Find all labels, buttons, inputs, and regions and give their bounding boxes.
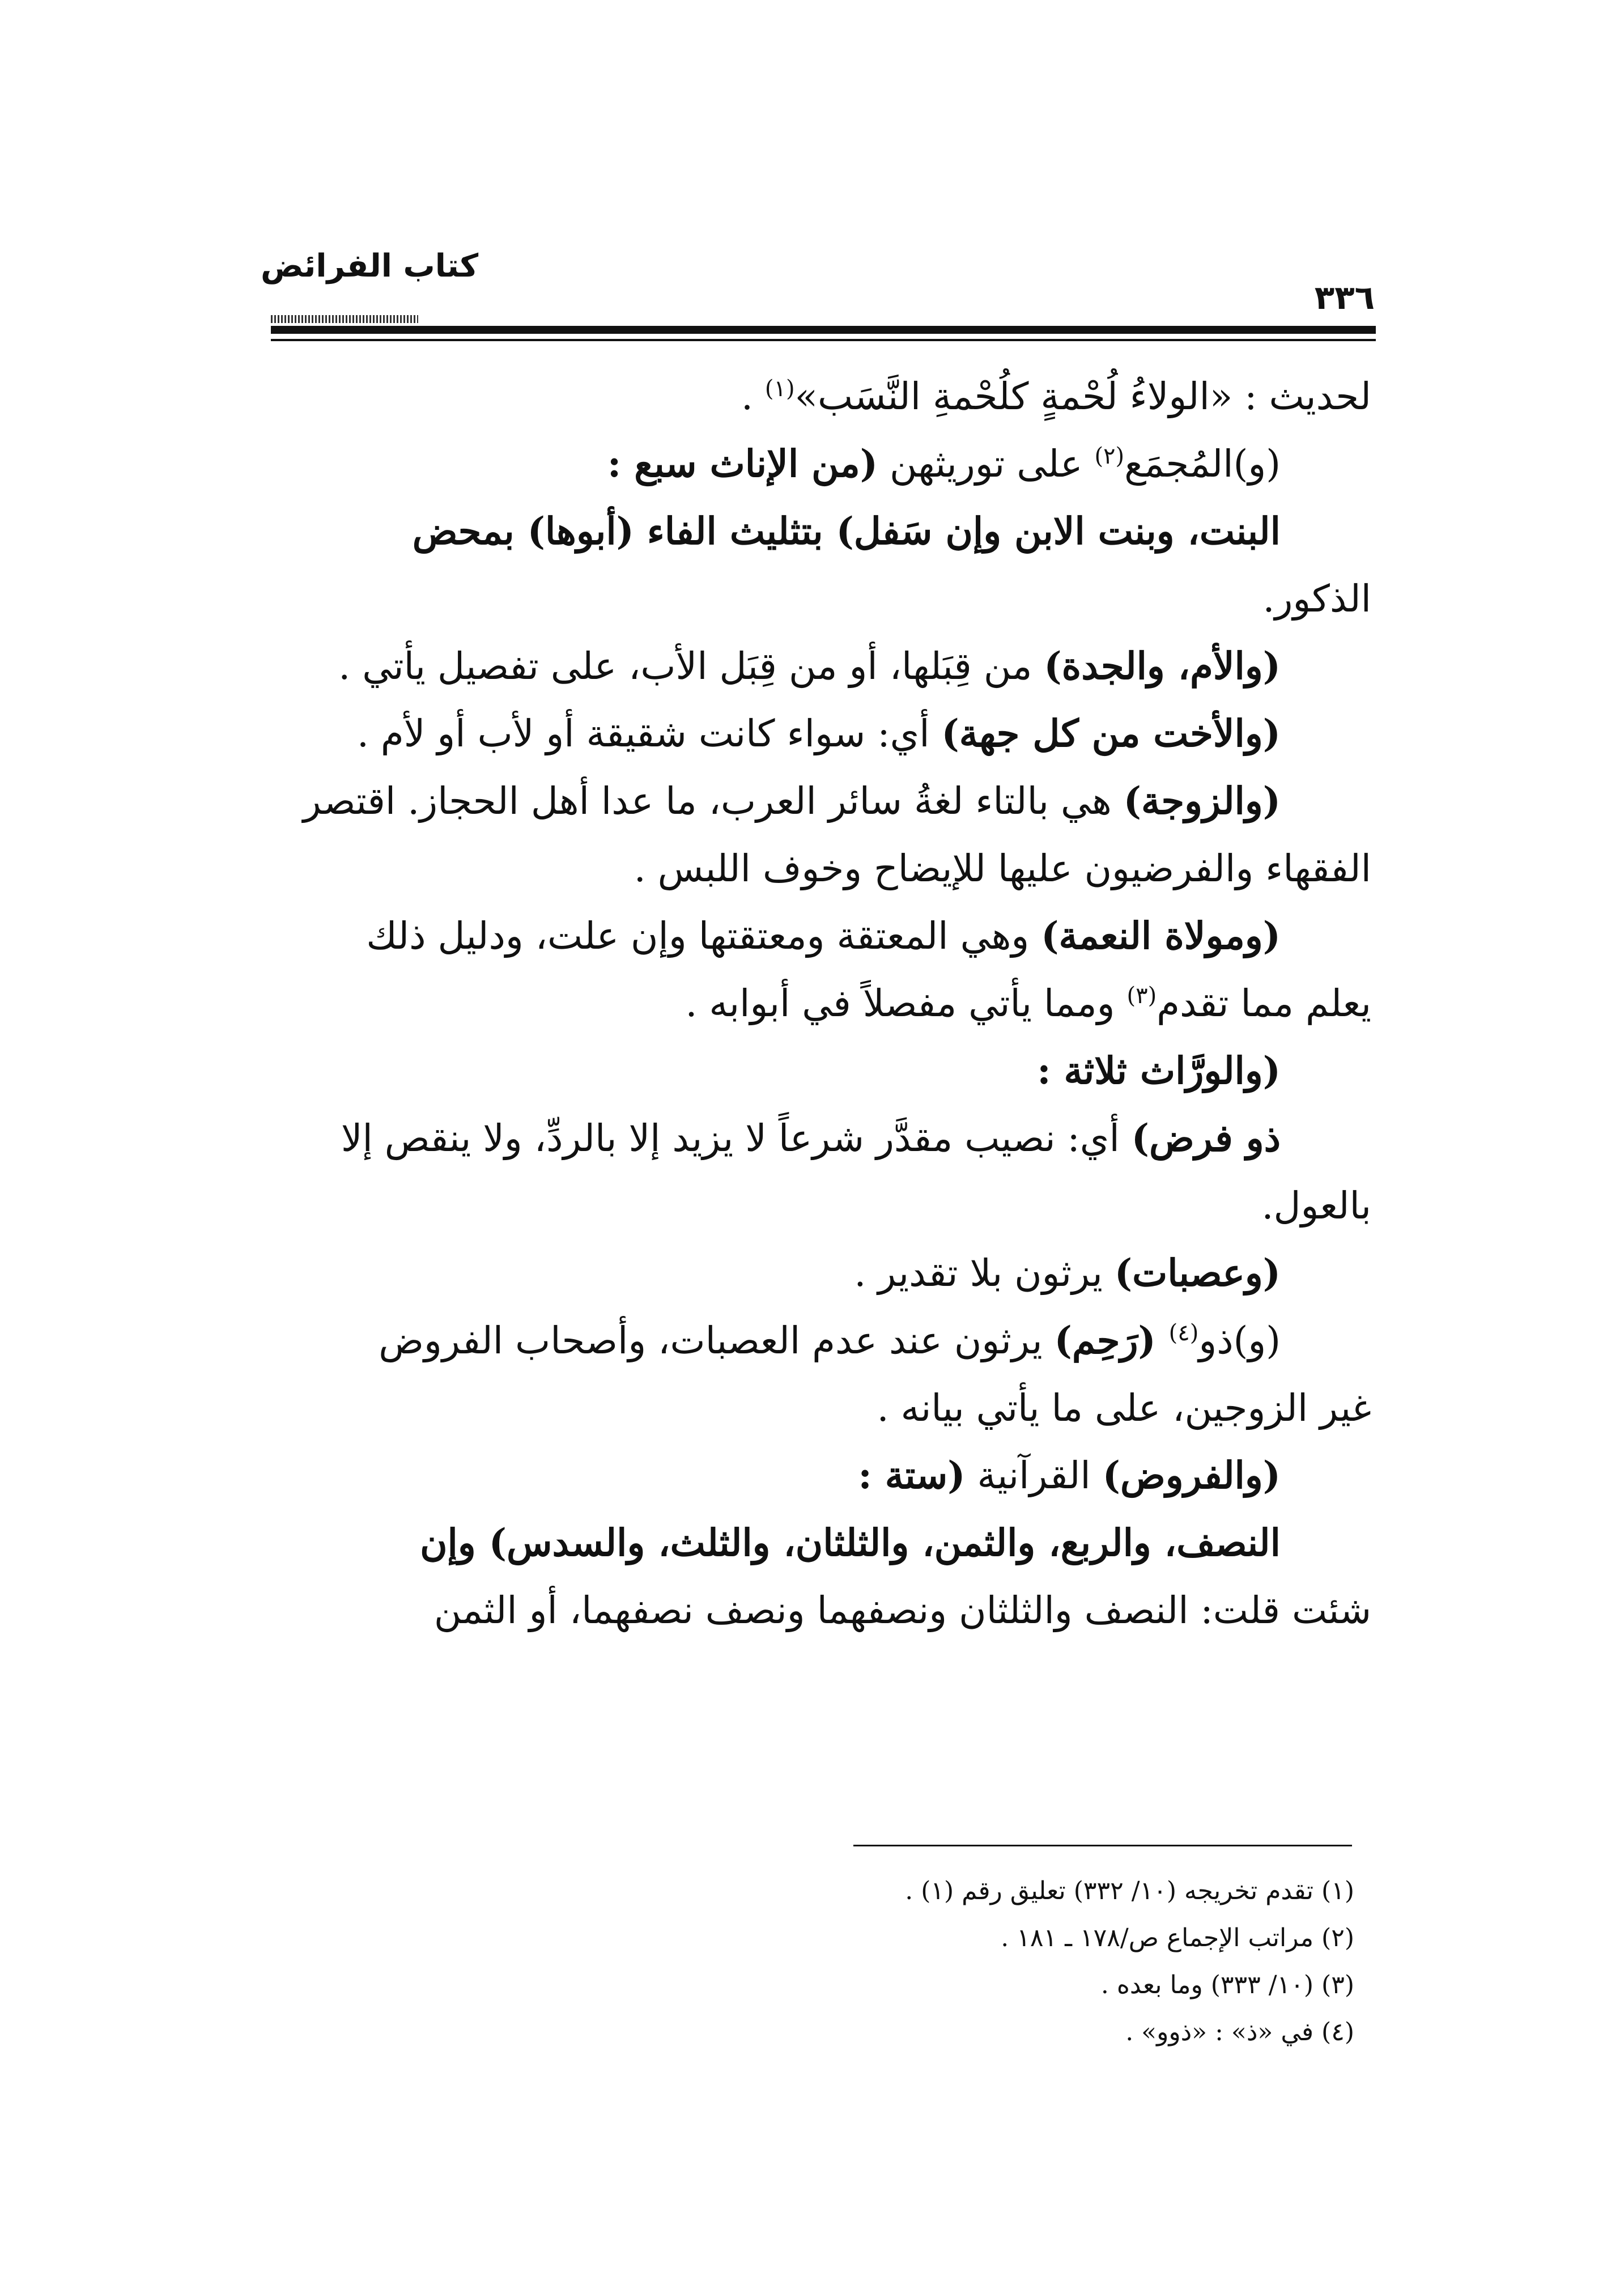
text-span: بالعول.	[1261, 1184, 1371, 1228]
text-line	[261, 1509, 1371, 1577]
text-line	[261, 632, 1371, 700]
text-span: وهي المعتقة ومعتقتها وإن علت، ودليل ذلك	[366, 914, 1041, 958]
text-span: من قِبَلها، أو من قِبَل الأب، على تفصيل يأتي .	[338, 644, 1044, 688]
text-span: لحديث : «الولاءُ لُحْمةٍ كلُحْمةِ النَّسَب»	[794, 375, 1371, 418]
main-text	[261, 363, 1371, 1644]
text-line	[261, 1239, 1371, 1307]
text-span: يرثون عند عدم العصبات، وأصحاب الفروض	[379, 1319, 1055, 1362]
text-line	[261, 970, 1371, 1037]
text-span: .	[741, 375, 765, 418]
text-span: (و)ذو	[1198, 1319, 1281, 1362]
footnote-ref: (١)	[764, 376, 795, 402]
text-span: (والأم، والجدة)	[1044, 644, 1281, 688]
footnotes	[261, 1867, 1360, 2056]
footnote-ref: (٢)	[1094, 443, 1125, 469]
footnote-ref: (٤)	[1168, 1320, 1199, 1346]
text-span: (من الإناث سبع :	[607, 441, 878, 486]
footnote-separator	[853, 1845, 1352, 1846]
text-line	[261, 498, 1371, 565]
text-line	[261, 1374, 1371, 1442]
text-line	[261, 565, 1371, 632]
text-span: القرآنية	[965, 1454, 1103, 1497]
text-span: يعلم مما تقدم	[1157, 982, 1371, 1025]
footnote-4: (٤) في «ذ» : «ذوو» .	[1125, 2018, 1354, 2046]
text-line	[261, 1037, 1371, 1105]
text-span: النصف، والربع، والثمن، والثلثان، والثلث، والسدس) وإن	[420, 1521, 1281, 1565]
text-span: (والأخت من كل جهة)	[941, 711, 1281, 755]
footnote-ref: (٣)	[1126, 983, 1157, 1009]
text-line	[261, 1577, 1371, 1644]
text-line	[261, 1105, 1371, 1172]
text-span: الفقهاء والفرضيون عليها للإيضاح وخوف اللبس .	[634, 847, 1371, 890]
text-line	[261, 1172, 1371, 1239]
text-span: أي: نصيب مقدَّر شرعاً لا يزيد إلا بالردِّ، ولا ينقص إلا	[341, 1116, 1132, 1160]
header-rule-thin	[271, 339, 1376, 341]
text-span: أي: سواء كانت شقيقة أو لأب أو لأم .	[356, 712, 942, 755]
text-line	[261, 363, 1371, 430]
footnote-3: (٣) (١٠/ ٣٣٣) وما بعده .	[1100, 1971, 1354, 1999]
text-line	[261, 1307, 1371, 1374]
page-number: ٣٣٦	[1314, 278, 1375, 317]
text-line	[261, 430, 1371, 498]
text-span: غير الزوجين، على ما يأتي بيانه .	[877, 1386, 1371, 1430]
header-rule-hatch	[271, 315, 418, 323]
footnote-1: (١) تقدم تخريجه (١٠/ ٣٣٢) تعليق رقم (١) .	[905, 1876, 1354, 1905]
text-span: شئت قلت: النصف والثلثان ونصفهما ونصف نصفهما، أو الثمن	[433, 1589, 1371, 1632]
text-line	[261, 835, 1371, 902]
text-span: البنت، وبنت الابن وإن سَفل) بتثليث الفاء (أبوها) بمحض	[412, 509, 1281, 553]
text-span: (والزوجة)	[1123, 779, 1281, 823]
text-span: (ومولاة النعمة)	[1041, 914, 1281, 958]
running-header-title: كتاب الفرائض	[261, 248, 479, 284]
text-line	[261, 902, 1371, 970]
text-span: على توريثهن	[877, 442, 1095, 486]
text-span: (رَحِم)	[1054, 1318, 1169, 1362]
text-line	[261, 767, 1371, 835]
footnote-2: (٢) مراتب الإجماع ص/١٧٨ ـ ١٨١ .	[1001, 1923, 1354, 1952]
text-span: (والورَّاث ثلاثة :	[1037, 1048, 1281, 1093]
header-rule	[271, 326, 1376, 334]
text-span: هي بالتاء لغةُ سائر العرب، ما عدا أهل الحجاز. اقتصر	[303, 779, 1124, 823]
text-span: (ستة :	[858, 1453, 966, 1497]
text-line	[261, 1442, 1371, 1509]
text-span: (و)المُجمَع	[1124, 442, 1281, 486]
text-span: (وعصبات)	[1114, 1251, 1281, 1295]
text-span: (والفروض)	[1102, 1453, 1281, 1497]
text-span: الذكور.	[1262, 577, 1371, 621]
text-span: ذو فرض)	[1131, 1116, 1281, 1160]
text-span: يرثون بلا تقدير .	[854, 1251, 1115, 1295]
text-span: ومما يأتي مفصلاً في أبوابه .	[685, 982, 1127, 1025]
text-line	[261, 700, 1371, 767]
